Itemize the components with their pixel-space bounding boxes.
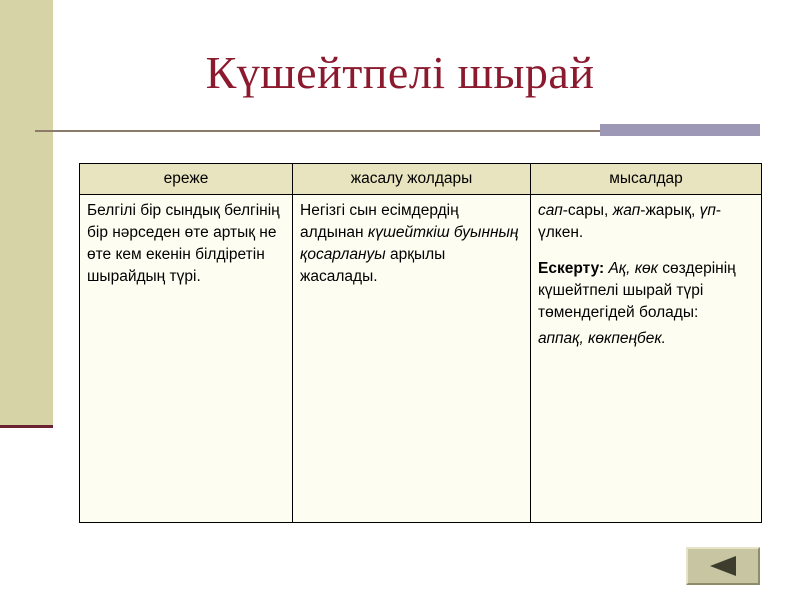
title-divider: [35, 130, 600, 132]
method-prefix: Негізгі сын есімдердің алдынан: [300, 202, 459, 241]
note-words: Ақ, көк: [604, 260, 658, 277]
note-result: аппақ, көкпеңбек.: [538, 330, 666, 347]
header-rule: ереже: [80, 164, 293, 195]
cell-rule: Белгілі бір сындық белгінің бір нәрседен өте артық не өте кем екенін білдіретін шырайдың түрі.: [80, 195, 293, 523]
note-block: [538, 258, 755, 324]
slide-title: Күшейтпелі шырай: [205, 47, 595, 98]
example-2-word: -жарық,: [640, 202, 696, 219]
triangle-left-icon: [708, 554, 738, 578]
example-3-word: -үлкен.: [538, 202, 722, 241]
table-row: [80, 195, 762, 523]
example-2-stem: жап: [612, 202, 641, 219]
header-examples: мысалдар: [531, 164, 762, 195]
back-button[interactable]: [686, 547, 760, 585]
spacer: [538, 244, 755, 258]
note-text: сөздерінің күшейтпелі шырай түрі төмендегідей болады:: [538, 260, 736, 321]
header-method: жасалу жолдары: [293, 164, 531, 195]
note-label: Ескерту:: [538, 260, 605, 277]
grammar-table: [79, 163, 762, 523]
cell-method: [293, 195, 531, 523]
title-divider-block: [600, 124, 760, 136]
left-accent-line: [0, 425, 53, 428]
method-suffix: арқылы жасалады.: [300, 246, 446, 285]
example-3-stem: үп: [699, 202, 716, 219]
table-header-row: [80, 164, 762, 195]
example-1-word: -сары,: [562, 202, 613, 219]
example-1-stem: сап: [538, 202, 563, 219]
examples-line: [538, 200, 755, 244]
cell-examples: [531, 195, 762, 523]
method-emphasis: күшейткіш буынның қосарлануы: [300, 224, 519, 263]
